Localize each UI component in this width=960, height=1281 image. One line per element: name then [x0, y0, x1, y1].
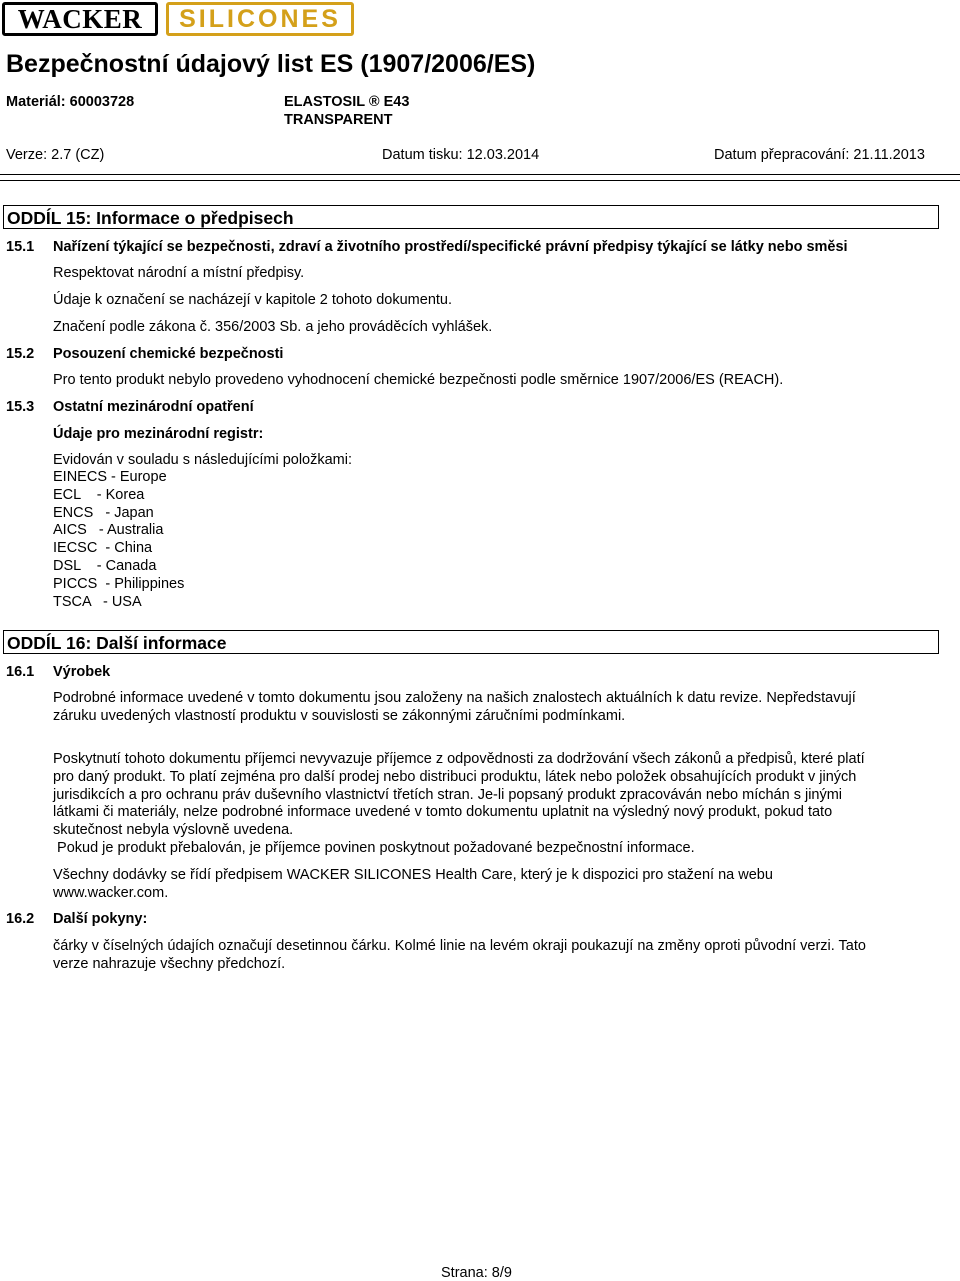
product-name-line2: TRANSPARENT: [284, 112, 393, 128]
registry-item: IECSC - China: [53, 540, 153, 557]
section-16-2-heading: Další pokyny:: [53, 911, 148, 927]
registry-item: PICCS - Philippines: [53, 575, 185, 592]
header-divider-bottom: [0, 180, 960, 181]
text-line: Podrobné informace uvedené v tomto dokumentu jsou založeny na našich znalostech aktuálních k datu revize. Nepředstavují: [53, 690, 856, 706]
text-line: Pro tento produkt nebylo provedeno vyhodnocení chemické bezpečnosti podle směrnice 1907/2006/ES (REACH).: [53, 372, 784, 388]
header-divider-top: [0, 174, 960, 175]
text-line: Údaje k označení se nacházejí v kapitole 2 tohoto dokumentu.: [53, 292, 453, 308]
paragraph-responsibility: [53, 751, 933, 858]
text-line: jurisdikcích a pro ochranu práv duševního vlastnictví třetích stran. Je-li popsaný produkt zpracováván nebo míchán s jinými: [53, 786, 843, 803]
registry-item: ECL - Korea: [53, 486, 145, 503]
text-line: Poskytnutí tohoto dokumentu příjemci nevyvazuje příjemce z odpovědnosti za dodržování všech zákonů a předpisů, které platí: [53, 751, 865, 767]
text-line: skutečnost nebyla výslovně uvedena.: [53, 822, 294, 839]
section-15-2-heading: Posouzení chemické bezpečnosti: [53, 346, 284, 362]
text-line: Značení podle zákona č. 356/2003 Sb. a jeho prováděcích vyhlášek.: [53, 319, 493, 335]
version: Verze: 2.7 (CZ): [6, 147, 105, 163]
registry-subheading: Údaje pro mezinárodní registr:: [53, 426, 264, 442]
registry-item: ENCS - Japan: [53, 504, 154, 521]
print-date: Datum tisku: 12.03.2014: [382, 147, 540, 163]
section-15-3-number: 15.3: [6, 399, 35, 415]
section-15-3-heading: Ostatní mezinárodní opatření: [53, 399, 254, 415]
text-line: Respektovat národní a místní předpisy.: [53, 265, 305, 281]
registry-item: AICS - Australia: [53, 522, 164, 539]
registry-item: DSL - Canada: [53, 557, 157, 574]
text-line: www.wacker.com.: [53, 884, 169, 901]
paragraph-further-notes: [53, 938, 933, 974]
paragraph-disclaimer: [53, 690, 933, 726]
section-15-1-heading: Nařízení týkající se bezpečnosti, zdraví a životního prostředí/specifické právní předpisy týkající se látky nebo směsi: [53, 239, 848, 255]
document-title: Bezpečnostní údajový list ES (1907/2006/ES): [6, 50, 536, 78]
registry-item: TSCA - USA: [53, 593, 142, 610]
text-line: záruku uvedených vlastností produktu v souvislosti se zákonnými záručními podmínkami.: [53, 707, 626, 724]
section-16-1-heading: Výrobek: [53, 664, 111, 680]
text-line: Pokud je produkt přebalován, je příjemce povinen poskytnout požadované bezpečnostní informace.: [53, 839, 695, 856]
page-number: Strana: 8/9: [441, 1265, 512, 1281]
registry-intro: Evidován v souladu s následujícími položkami:: [53, 452, 353, 468]
registry-item: EINECS - Europe: [53, 469, 167, 485]
registry-list: [53, 469, 933, 611]
text-line: pro daný produkt. To platí zejména pro další prodej nebo distribuci produktu, látek nebo položek obsahujících produkt v jiných: [53, 768, 857, 785]
silicones-logo: SILICONES: [166, 2, 354, 36]
material-number: Materiál: 60003728: [6, 94, 135, 110]
text-line: čárky v číselných údajích označují desetinnou čárku. Kolmé linie na levém okraji poukazují na změny oproti původní verzi. Tato: [53, 938, 866, 954]
product-name-line1: ELASTOSIL ® E43: [284, 94, 410, 110]
section-16-2-number: 16.2: [6, 911, 35, 927]
section-16-1-number: 16.1: [6, 664, 35, 680]
wacker-logo: WACKER: [2, 2, 158, 36]
text-line: Všechny dodávky se řídí předpisem WACKER SILICONES Health Care, který je k dispozici pro stažení na webu: [53, 867, 773, 883]
section-15-1-number: 15.1: [6, 239, 35, 255]
paragraph-health-care: [53, 867, 933, 903]
text-line: látkami či materiály, nelze podrobné informace uvedené v tomto dokumentu uplatnit na výsledný nový produkt, pokud tato: [53, 804, 833, 821]
text-line: verze nahrazuje všechny předchozí.: [53, 955, 286, 972]
section-16-title: ODDÍL 16: Další informace: [3, 630, 939, 654]
section-15-2-number: 15.2: [6, 346, 35, 362]
section-15-title: ODDÍL 15: Informace o předpisech: [3, 205, 939, 229]
revision-date: Datum přepracování: 21.11.2013: [714, 147, 925, 163]
